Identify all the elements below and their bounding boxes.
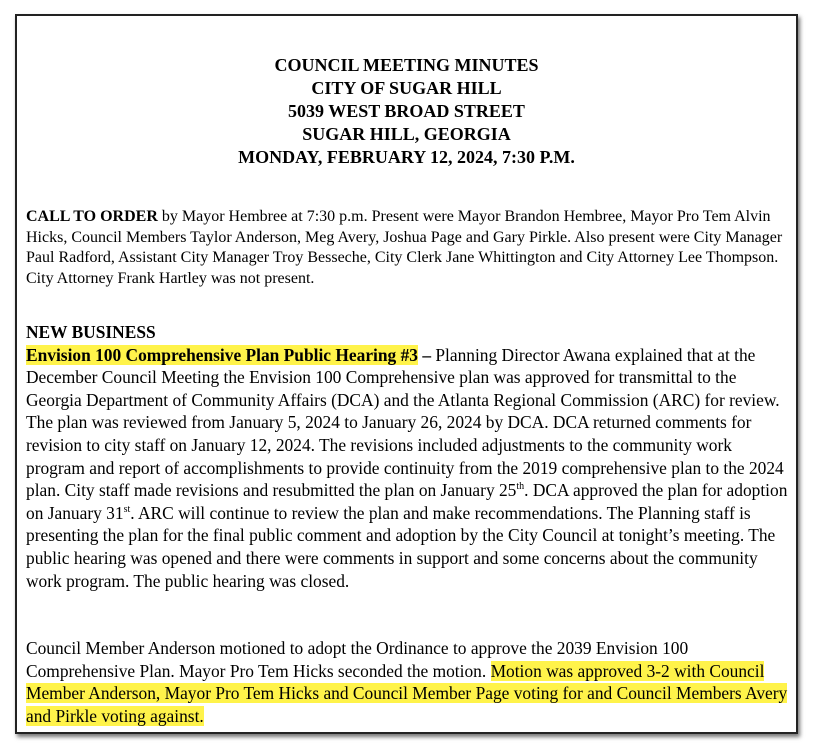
new-business-paragraph bbox=[26, 344, 794, 593]
motion-paragraph bbox=[26, 637, 794, 727]
superscript-th: th bbox=[516, 481, 525, 493]
new-business-text-b: . DCA approved the plan for adoption on January 31 bbox=[26, 480, 788, 523]
agenda-item-dash: – bbox=[417, 344, 432, 365]
new-business-text-a: Planning Director Awana explained that at the December Council Meeting the Envision 100 Comprehensive plan was approved for transmittal to the Georgia Department of Community Affairs (DCA) and the Atlanta Regional Commission (ARC) for review. The plan was reviewed from January 5, 2024 to January 26, 2024 by DCA. DCA returned comments for revision to city staff on January 12, 2024. The revisions included adjustments to the community work program and report of accomplishments to provide continuity from the 2019 comprehensive plan to the 2024 plan. City staff made revisions and resubmitted the plan on January 25 bbox=[26, 344, 784, 501]
document-page bbox=[15, 14, 798, 734]
new-business-heading: NEW BUSINESS bbox=[26, 322, 156, 342]
motion-result-highlight: Motion was approved 3-2 with Council Member Anderson, Mayor Pro Tem Hicks and Council Member Page voting for and Council Members Avery and Pirkle voting against. bbox=[26, 660, 788, 726]
call-to-order-text: by Mayor Hembree at 7:30 p.m. Present were Mayor Brandon Hembree, Mayor Pro Tem Alvin Hicks, Council Members Taylor Anderson, Meg Avery, Joshua Page and Gary Pirkle. Also present were City Manager Paul Radford, Assistant City Manager Troy Besseche, City Clerk Jane Whittington and City Attorney Lee Thompson. City Attorney Frank Hartley was not present. bbox=[26, 208, 783, 287]
superscript-st: st bbox=[123, 503, 131, 515]
agenda-item-title: Envision 100 Comprehensive Plan Public Hearing #3 bbox=[26, 344, 418, 365]
call-to-order-paragraph bbox=[26, 207, 792, 289]
header-date: MONDAY, FEBRUARY 12, 2024, 7:30 P.M. bbox=[238, 147, 575, 167]
header-title: COUNCIL MEETING MINUTES bbox=[274, 55, 539, 75]
new-business-section bbox=[26, 321, 794, 592]
header-state: SUGAR HILL, GEORGIA bbox=[302, 124, 511, 144]
motion-text: Council Member Anderson motioned to adopt the Ordinance to approve the 2039 Envision 100 Comprehensive Plan. Mayor Pro Tem Hicks seconded the motion. bbox=[26, 638, 689, 681]
call-to-order-heading: CALL TO ORDER bbox=[26, 208, 158, 225]
header-city: CITY OF SUGAR HILL bbox=[311, 78, 502, 98]
new-business-text-c: . ARC will continue to review the plan and make recommendations. The Planning staff is presenting the plan for the final public comment and adoption by the City Council at tonight’s meeting. The public hearing was opened and there were comments in support and some concerns about the community work program. The public hearing was closed. bbox=[26, 502, 776, 591]
minutes-header bbox=[17, 54, 796, 169]
header-address: 5039 WEST BROAD STREET bbox=[288, 101, 525, 121]
